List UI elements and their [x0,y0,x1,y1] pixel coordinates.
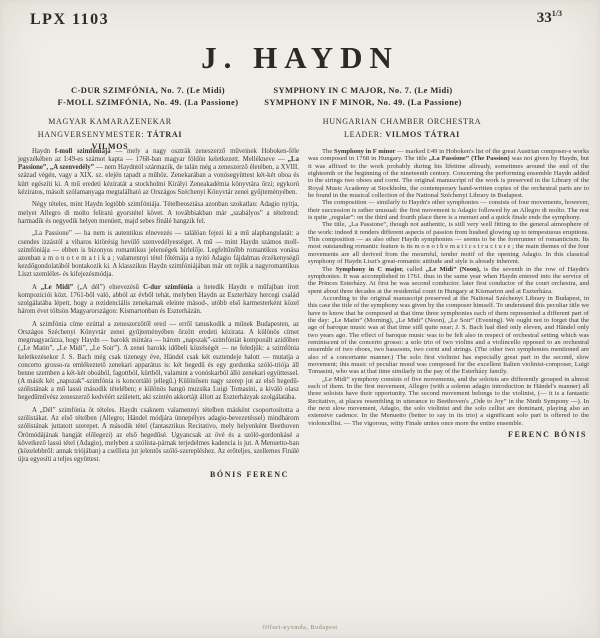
paragraph: A szimfónia címe ezúttal a zeneszerzőtől ered — erről tanuskodik a műnek Budapesten, az Országos Széchenyi Könyvtár zenei gyűjteményében őrzött eredeti kézirata. A különös címet megmagyarázza, hogy Haydn — barokk mintára — három „napszak”-szimfóniát komponált azidőben („Le Matin”, „Le Midi”, „Le Soir”). A zenei barokk időbeli közelségét — ne feledjük: a szimfónia keletkezésekor J. S. Bach még csak tizenegy éve, Händel csak két esztendeje halott — mutatja a concerto grosso-ra emlékeztető zenekari apparátus is: két hegedű és egy gordonka szóló-triója áll benne szemben a két-két oboából, fagottból, kürtből, valamint a vonóskarból álló zenekari együttessel. (A másik két „napszak”-szimfónia is koncertáló jellegű.) Különösen nagy szerep jut az első hegedű-szólistának a mű lassú második tételében; e különös hangú muzsika Luigi Tomasini, a kiváló olasz hegedűművész zeneszerző kedvéért született, aki szintén akkortájt állott az Eszterházyak szolgálatába. [18,320,299,402]
paragraph: Négy tételes, mint Haydn legtöbb szimfóniája. Tételbeosztása azonban szokatlan: Adagio nyitja, melyet Allegro di molto feliratú gyorstétel követ. A továbbiakban már „szabályos” a tételrend: harmadik és negyedik helyen menüett, majd sebes finálé hangzik fel. [18,201,299,225]
speed-fraction: 1/3 [551,9,562,18]
work-titles-english [255,84,471,108]
work-title-line: SYMPHONY IN C MAJOR, No. 7. (Le Midi) [273,85,453,95]
record-speed-label [537,9,562,27]
paragraph: The title, „La Passione”, though not authentic, is still very well fitting to the general atmosphere of the work: indeed it renders different aspects of passion from hushed glowing up to tempestuous eruptions. This composition — as also other Haydn symphonies — seems to be the forerunner of romanticism. Its most outstanding romantic feature is its m o n o t h e m a t i c s t r u c t u r e ; the main themes of the four movements are all derived from the mournful, tender motif of the opening Adagio. In this classical symphony of Haydn Liszt's great-romantic attitude and style is already inherent. [308,221,589,266]
catalog-number: LPX 1103 [30,11,110,28]
leader-name: TÁTRAI VILMOS [91,129,183,151]
work-title-line: C-DUR SZIMFÓNIA, No. 7. (Le Midi) [71,85,225,95]
liner-notes-hungarian [18,148,299,479]
author-signature: BÓNIS FERENC [210,470,289,480]
paragraphs-container [308,148,589,427]
paragraph: The composition — similarly to Haydn's other symphonies — consists of four movements, however, their succession is rather unusual: the first movement is Adagio followed by an Allegro di molto. The rest is quite „regular”: on the third and fourth place there is a menuet and a quick finale ends the symphony. [308,199,589,222]
work-titles-hungarian [40,84,256,108]
speed-base: 33 [536,10,552,26]
leader-line [312,129,492,142]
paragraph: „La Passione” — ha nem is autentikus elnevezés — találóan fejezi ki a mű alaphangulatát: a csendes izzástól a viharos kitörésig hevülő szenvedélyességet. A mű — mint Haydn számos moll-szimfóniája — ebben is bizonyos romantikus jelenségek hírlelője. Legfeltűnőbb romantikus vonása azonban a m o n o t e m a t i k a ; valamennyi tétel főtémája a nyitó Adagio fájdalmas érzékenységű kezdőgondolatából bontakozik ki. A klasszikus Haydn szimfóniájában már ott rejlik a nagyromantikus Liszt szemlélet- és kifejezésmódja. [18,230,299,279]
paragraph: A „Le Midi” („A dél”) elnevezésű C-dur szimfónia a hetedik Haydn e műfajban írott kompozíciói közt. 1761-ből való, abból az évből tehát, melyben Haydn az Eszterházy hercegi család szolgálatába lépett, hogy a rezidenciális zenekarnak eleinte másod-, utóbb első karmesterként közel három évet töltsön Magyarországon: Kismartonban és Eszterházán. [18,283,299,316]
paragraph: „Le Midi” symphony consists of five movements, and the soloists are differently grouped in almost each of them. In the first movement, Allegro (with a solemn adagio introduction in Händel's manner) all three soloists have their opportunity. The second movement belongs to the violinist, (— it is a fantastic Recitativo, at places resembling in utterance to Beethoven's „Ode to Joy” in the Ninth Sympony —). In the next slow movement, Adagio, the solo violinist and the solo cellist are dominant, playing also an extensive cadence. In the Menuetto (better to say in its trio) a significant solo part is offered to the violoncellist. — The vigorous, witty Finale unites once more the entire ensemble. [308,375,589,427]
author-signature: FERENC BÓNIS [508,430,587,440]
work-title-line: F-MOLL SZIMFÓNIA, No. 49. (La Passione) [57,97,239,107]
printer-imprint: Offset-nyomda, Budapest [262,625,338,631]
work-title-line: SYMPHONY IN F MINOR, No. 49. (La Passione) [264,97,462,107]
orchestra-heading-english [312,116,492,141]
paragraph: Haydn f-moll szimfóniája — mely a nagy osztrák zeneszerző műveinek Hoboken-féle jegyzékében az I:49-es számot kapta — 1768-ban magyar földön keletkezett. Mellékneve — „La Passione”, „A szenvedély” — nem Haydntól származik, de talán még a zeneszerző életében, a XVIII. század végén, vagy a XIX. sz. elején tapadt a műhöz. Zenekarában a vonósegyüttest két-két oboa és kürt egészíti ki. A mű eredeti kéziratát a stockholmi Királyi Zeneakadémia könyvtára őrzi; egykorú kéziratos, másolt szólamanyaga megtalálható az Országos Széchenyi Könyvtár zenei gyűjteményében. [18,148,300,196]
paragraph: A „Dél” szimfónia öt tételes. Haydn csaknem valamennyi tételben másként csoportosította a szólistákat. Az első tételben (Allegro; Händel módjára ünnepélyes adagio-bevezetéssel) mindhárom szólistának juttatott szerepet. A második tétel (fantasztikus Recitativo, mely helyenként Beethoven Örömódájának hangját előlegezi) az első hegedűsé. Ugyancsak az övé és a szóló-gordonkásé a következő lassú tétel (Adagio), melyben a szólista-párnak terjedelmes kadencia is jut. A Menuetto-ban (közelebbről: annak triójában) a csellista jut jelentős szóló-szerepléshez. Az erőteljes, szellemes Finálé újra egyesíti a teljes együttest. [18,407,299,463]
leader-label: HANGVERSENYMESTER: [37,129,145,139]
orchestra-name: MAGYAR KAMARAZENEKAR [48,117,172,126]
paragraph: The Symphony in C major, called „Le Midi” (Noon), is the seventh in the row of Haydn's symphonies. It was accomplished in 1761. thus in the same year when Haydn entered into the service of the Princes Esterházy. At first he was second conductor. later first conductor of the court orchestra, and spent about three decades at the residential court in Hungary at Kismarton and at Eszterháza. [308,265,590,295]
paragraph: According to the original manuscript preserved at the National Széchenyi Library in Budapest, in this case the title of the symphony was given by the composer himself. To understand this peculiar title we have to know that he composed at that time three symphonies each of them represented a different part of the day: „Le Matin” (Morning), „Le Midi” (Noon), „Le Soir” (Evening). We ought not to forget that the age of baroque music was at that time still quite near; J. S. Bach had died only eleven, and Händel only two years ago. The effect of baroque music was to be felt also in respect of orchestral setting which was reminiscent of the concerto grosso: a solo trio of two violins and a violincello opposed to an orchestral ensemble of two oboes, two bassoons, two corni and strings. (The other two symphonies mentioned are also of a concertante manner.) The solo first violinist has especially great part in the second, slow movement; this music of peculiar mood was composed for the excellent Italien violinist-composer, Luigi Tomasini, who was at that time similarly in the pay of the Esterházy family. [308,294,589,376]
leader-label: LEADER: [344,129,383,139]
paragraphs-container [18,148,299,464]
leader-name: VILMOS TÁTRAI [385,129,460,139]
composer-title: J. HAYDN [201,40,399,75]
liner-notes-english [308,148,589,438]
paragraph: The Symphony in F minor — marked I:49 in Hoboken's list of the great Austrian composer-s works was composed in 1768 in Hungary. The title „La Passione” (The Passion) was not given by Haydn, but it was affixed to the work probably during his lifetime allready, sometimes around the end of the eighteenth or the beginning of the nineteenth century. Concerning the performing ensemble Haydn added to the strings two oboes and corni. The original manuscript of the work is preserved in the Library of the Royal Music Academy at Stockholm, the contemporary hand-written copies of the orchestral parts are to be found in the musical collection of the National Széchenyi Library in Budapest. [308,148,589,200]
orchestra-name: HUNGARIAN CHAMBER ORCHESTRA [322,117,482,126]
